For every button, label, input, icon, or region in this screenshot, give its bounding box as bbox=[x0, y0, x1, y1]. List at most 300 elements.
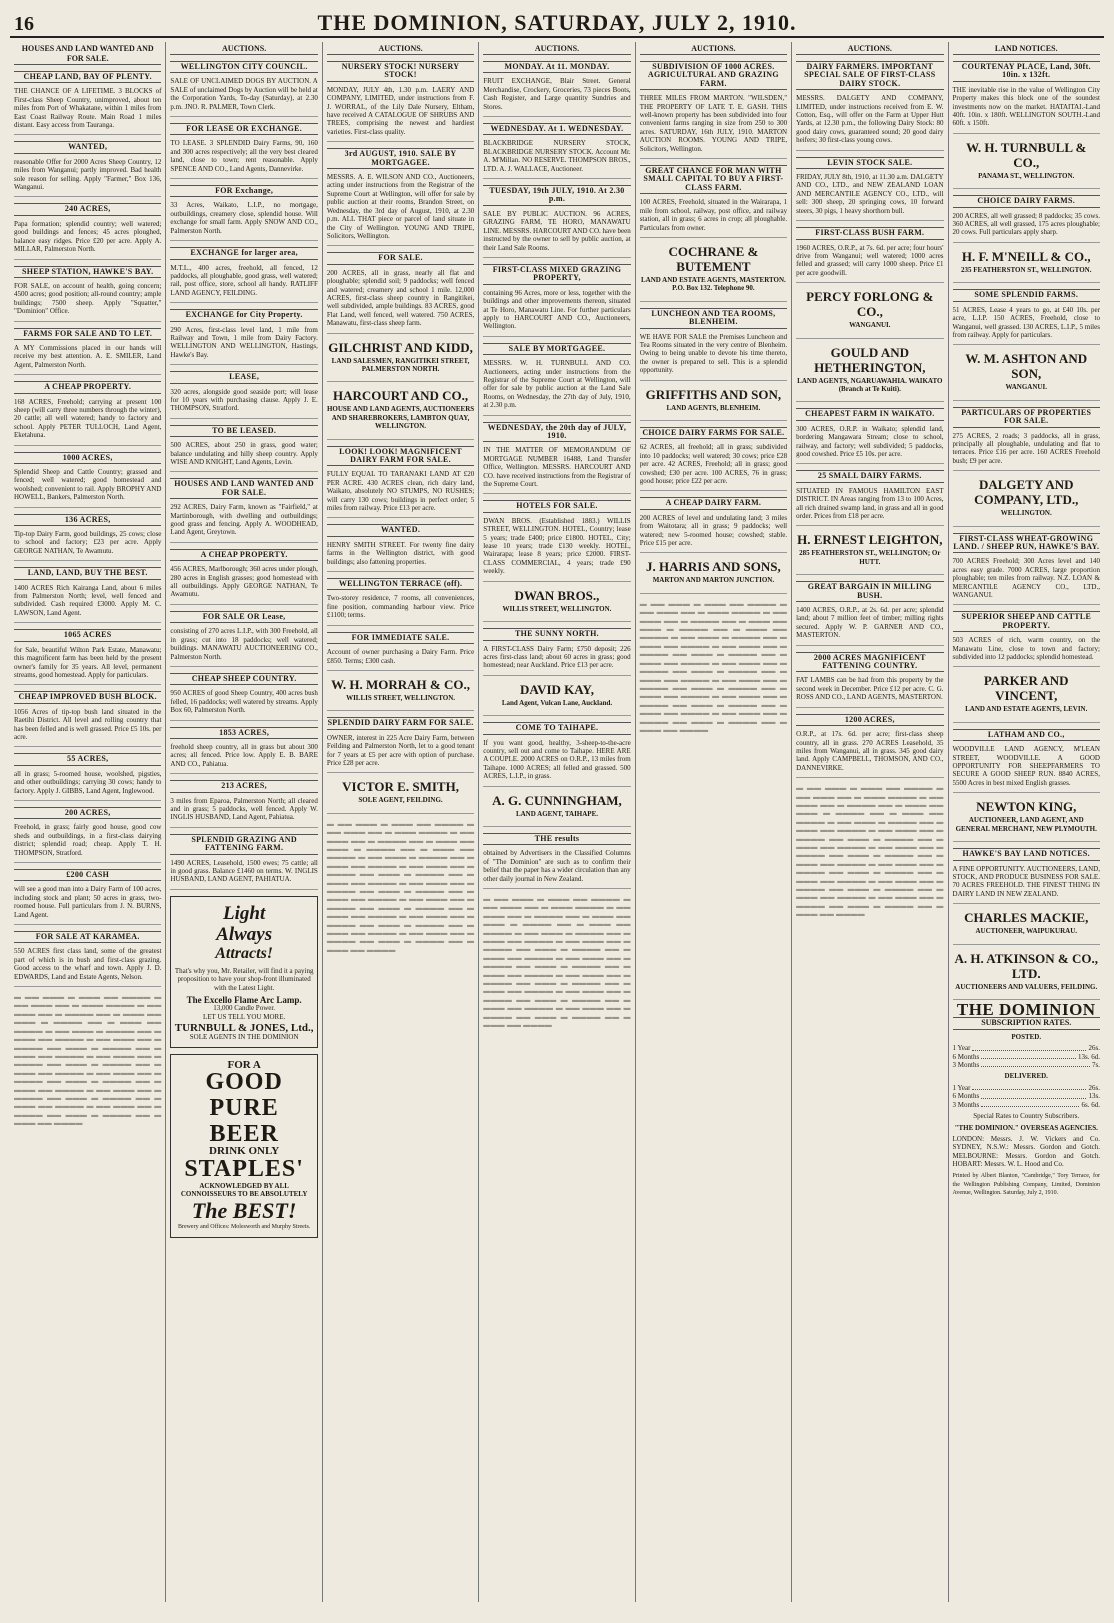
continued-text bbox=[640, 600, 787, 735]
lamp-line2: Always bbox=[216, 923, 273, 945]
firm-address: LAND AGENTS, BLENHEIM. bbox=[666, 403, 761, 412]
firm-advertisement bbox=[953, 249, 1100, 283]
classified-ad bbox=[170, 834, 317, 890]
rate-value: 13s. bbox=[1088, 1092, 1100, 1101]
classified-ad bbox=[170, 425, 317, 473]
ad-list bbox=[640, 61, 787, 594]
ad-heading: CHOICE DAIRY FARMS. bbox=[953, 195, 1100, 207]
ad-heading: FOR IMMEDIATE SALE. bbox=[327, 632, 474, 644]
firm-address: AUCTIONEER, LAND AGENT, AND GENERAL MERCHANT, NEW PLYMOUTH. bbox=[955, 816, 1097, 833]
ad-heading: A CHEAP PROPERTY. bbox=[14, 381, 161, 393]
page-number: 16 bbox=[14, 13, 34, 35]
classified-ad bbox=[796, 61, 943, 151]
ad-heading: LATHAM AND CO., bbox=[953, 729, 1100, 741]
ad-heading: £200 CASH bbox=[14, 869, 161, 881]
ad-text: reasonable Offer for 2000 Acres Sheep Country, 12 miles from Wanganui; partly improved. Bad health sole reason for selling. Apply "Farmer," Box 136, Wanganui. bbox=[14, 157, 162, 192]
ad-text: 275 ACRES, 2 roads; 3 paddocks, all in grass, principally all ploughable, undulating and flat to terraces. Price £16 per acre. 160 ACRES Freehold bush; £9 per acre. bbox=[952, 431, 1100, 465]
classified-ad bbox=[483, 185, 630, 258]
beer-note: ACKNOWLEDGED BY ALL CONNOISSEURS TO BE ABSOLUTELY bbox=[180, 1181, 308, 1199]
ad-text: Tip-top Dairy Farm, good buildings, 25 cows; close to school and factory; £23 per acre. Apply GEORGE NATHAN, Te Awamutu. bbox=[14, 530, 162, 555]
ad-heading: 136 ACRES, bbox=[14, 514, 161, 526]
subscription-title: THE DOMINION bbox=[956, 999, 1096, 1019]
beer-line2: GOOD bbox=[205, 1069, 283, 1096]
column-5 bbox=[636, 42, 792, 1602]
firm-address: HOUSE AND LAND AGENTS, AUCTIONEERS AND SHAREBROKERS, LAMBTON QUAY, WELLINGTON. bbox=[326, 405, 475, 431]
rate-value: 6s. 6d. bbox=[1081, 1100, 1100, 1109]
firm-name: A. H. ATKINSON & CO., LTD. bbox=[954, 950, 1098, 981]
ad-text: TO LEASE. 3 SPLENDID Dairy Farms, 90, 160 and 300 acres respectively; all the very best cleared land, close to town; rent reasonable. Apply SPENCE AND CO., Land Agents, Dannevirke. bbox=[170, 139, 318, 173]
classified-ad bbox=[14, 629, 161, 685]
dot-leader bbox=[981, 1092, 1086, 1098]
ad-text: Papa formation; splendid country; well watered; good buildings and fences; 45 acres ploughed, balance easy ridges. Price £20 per acre. Apply A. MILLAR, Palmerston North. bbox=[14, 219, 162, 254]
firm-address: LAND SALESMEN, RANGITIKEI STREET, PALMERSTON NORTH. bbox=[331, 356, 470, 373]
classified-ad bbox=[796, 227, 943, 283]
ad-text: 33 Acres, Waikato, L.I.P., no mortgage, outbuildings, creamery close, splendid house. Will exchange for small farm. Apply SNOW AND CO., Palmerston North. bbox=[170, 201, 318, 235]
classified-ad bbox=[483, 123, 630, 179]
firm-address: Land Agent, Vulcan Lane, Auckland. bbox=[501, 698, 613, 707]
ad-text: containing 96 Acres, more or less, together with the buildings and other improvements thereon, situated at Te Horo, Manawatu Line. For further particulars apply to HARCOURT AND CO., Auctioneers, Wellington. bbox=[483, 288, 631, 331]
firm-address: WANGANUI. bbox=[1005, 383, 1047, 392]
ad-heading: FARMS FOR SALE AND TO LET. bbox=[14, 328, 161, 340]
printer-imprint: Printed by Albert Blanton, "Cambridge," Tory Terrace, for the Wellington Publishing Company, Limited, Dominion Avenue, Wellington. Saturday, July 2, 1910. bbox=[952, 1173, 1100, 1197]
classified-ad bbox=[14, 328, 161, 376]
firm-advertisement bbox=[953, 910, 1100, 944]
ad-text: FRIDAY, JULY 8th, 1910, at 11.30 a.m. DALGETY AND CO., LTD., and NEW ZEALAND LOAN AND MERCANTILE AGENCY CO., LTD., will sell: 300 sheep, 20 springing cows, 10 forward steers, 30 pigs, 1 heavy shorthorn bull. bbox=[796, 173, 944, 215]
firm-advertisement bbox=[483, 793, 630, 827]
ad-heading: A CHEAP DAIRY FARM. bbox=[640, 497, 787, 509]
ad-heading: SOME SPLENDID FARMS. bbox=[953, 289, 1100, 301]
ad-heading: SPLENDID GRAZING AND FATTENING FARM. bbox=[170, 834, 317, 855]
firm-advertisement bbox=[327, 677, 474, 711]
beer-line1: FOR A bbox=[227, 1059, 261, 1072]
firm-advertisement bbox=[640, 559, 787, 593]
classified-ad bbox=[327, 446, 474, 519]
ad-heading: GREAT BARGAIN IN MILLING BUSH. bbox=[796, 581, 943, 602]
classified-ad bbox=[953, 407, 1100, 471]
ad-text: 290 Acres, first-class level land, 1 mile from Railway and Town, 1 mile from Dairy Factory. WELLINGTON AND WELLINGTON, Hastings, Hawke's Bay. bbox=[170, 325, 318, 359]
ad-text: MESSRS. DALGETY AND COMPANY, LIMITED, under instructions received from E. W. Cotton, Esq., will offer on the Farm at Upper Hutt Yards, at 12.30 p.m., the following Dairy Stock: 80 good dairy cows, guaranteed sound; 20 good dairy heifers; 30 first-class young cows. bbox=[796, 94, 944, 145]
classified-ad bbox=[327, 252, 474, 333]
rate-value: 26s. bbox=[1088, 1044, 1100, 1053]
ad-text: FAT LAMBS can be had from this property by the second week in December. Price £12 per acre. C. G. ROSS AND CO., LAND AGENTS, MASTERTON. bbox=[796, 676, 944, 702]
classified-ad bbox=[327, 717, 474, 773]
classified-ad bbox=[953, 195, 1100, 243]
ad-heading: LAND, LAND, BUY THE BEST. bbox=[14, 567, 161, 579]
ad-heading: CHOICE DAIRY FARMS FOR SALE. bbox=[640, 427, 787, 439]
classified-ad bbox=[327, 632, 474, 671]
classified-ad bbox=[170, 61, 317, 117]
classified-ad bbox=[170, 371, 317, 419]
classified-ad bbox=[483, 628, 630, 676]
classified-ad bbox=[796, 714, 943, 778]
classified-ad bbox=[14, 203, 161, 259]
ad-text: WE HAVE FOR SALE the Premises Luncheon and Tea Rooms situated in the very centre of Blenheim. Owing to being unable to devote his time thereto, the owner is prepared to sell. This is a splendid opportunity. bbox=[639, 332, 788, 375]
classified-ad bbox=[483, 722, 630, 786]
ad-heading: COME TO TAIHAPE. bbox=[483, 722, 630, 734]
firm-address: 235 FEATHERSTON ST., WELLINGTON. bbox=[961, 265, 1092, 274]
classified-ad bbox=[953, 729, 1100, 793]
firm-name: CHARLES MACKIE, bbox=[964, 910, 1089, 926]
ad-text: 200 ACRES, all well grassed; 8 paddocks; 35 cows. 360 ACRES, all well grassed, 175 acres ploughable; 20 cows. Full particulars apply sharp. bbox=[952, 211, 1100, 237]
rate-term: 6 Months bbox=[952, 1092, 980, 1101]
rate-value: 13s. 6d. bbox=[1077, 1052, 1100, 1061]
firm-name: GRIFFITHS AND SON, bbox=[645, 386, 782, 402]
ad-text: WOODVILLE LAND AGENCY, M'LEAN STREET, WOODVILLE. A GOOD OPPORTUNITY FOR SHEEPFARMERS TO SECURE A GOOD SHEEP RUN. 8840 ACRES, 5500 Acres in best mixed English grasses. bbox=[952, 745, 1100, 787]
rate-row bbox=[953, 1084, 1100, 1092]
classified-ad bbox=[483, 343, 630, 416]
classified-ad bbox=[170, 309, 317, 365]
classified-ad bbox=[14, 514, 161, 562]
classified-ad bbox=[170, 185, 317, 241]
ad-heading: HAWKE'S BAY LAND NOTICES. bbox=[953, 848, 1100, 860]
classified-ad bbox=[170, 673, 317, 721]
ad-heading: FOR SALE OR Lease, bbox=[170, 611, 317, 623]
ad-heading: 3rd AUGUST, 1910. SALE BY MORTGAGEE. bbox=[327, 148, 474, 169]
firm-name: H. ERNEST LEIGHTON, bbox=[797, 532, 943, 548]
ad-text: MONDAY, JULY 4th, 1.30 p.m. LAERY AND COMPANY, LIMITED, under instructions from F. J. WORRAL, of the Lily Dale Nursery, Eltham, have received A CATALOGUE OF SHRUBS AND TREES, comprising the newest and hardiest varieties. First-class quality. bbox=[326, 85, 475, 136]
beer-line4: DRINK ONLY bbox=[209, 1145, 280, 1158]
overseas-heading: "THE DOMINION." OVERSEAS AGENCIES. bbox=[954, 1124, 1098, 1133]
beer-brand: STAPLES' bbox=[184, 1155, 304, 1182]
ad-heading: 1200 ACRES, bbox=[796, 714, 943, 726]
ad-heading: THE results bbox=[483, 833, 630, 845]
ad-text: SITUATED IN FAMOUS HAMILTON EAST DISTRICT. IN Areas ranging from 13 to 100 Acres, all rich drained swamp land, in grass and all in good order. Prices from £18 per acre. bbox=[796, 486, 944, 520]
classified-ad bbox=[14, 807, 161, 863]
lamp-tagline: LET US TELL YOU MORE. bbox=[203, 1012, 286, 1021]
column-4 bbox=[479, 42, 635, 1602]
ad-heading: CHEAP SHEEP COUNTRY. bbox=[170, 673, 317, 685]
ad-heading: 240 ACRES, bbox=[14, 203, 161, 215]
classified-ad bbox=[796, 470, 943, 526]
ad-heading: FIRST-CLASS BUSH FARM. bbox=[796, 227, 943, 239]
firm-advertisement bbox=[327, 779, 474, 813]
rate-row bbox=[953, 1092, 1100, 1100]
classified-ad bbox=[640, 427, 787, 491]
ad-heading: FIRST-CLASS WHEAT-GROWING LAND. / SHEEP RUN, HAWKE'S BAY. bbox=[953, 533, 1100, 554]
ad-text: all in grass; 5-roomed house, woolshed, pigsties, and other outbuildings; carrying 30 cows; handy to factory. Apply J. GIBBS, Land Agent, Inglewood. bbox=[14, 769, 162, 795]
ad-text: FRUIT EXCHANGE, Blair Street. General Merchandise, Crockery, Groceries, 73 pieces Boots, Cash Register, and Large quantity Sundries and Stores. bbox=[483, 77, 631, 111]
ad-text: THE inevitable rise in the value of Wellington City Property makes this block one of the soundest investments now on the market. HATAITAI.-Land 40ft. 10in. x 180ft. WELLINGTON SOUTH.-Land 60ft. x 150ft. bbox=[952, 85, 1100, 128]
ad-text: Splendid Sheep and Cattle Country; grassed and fenced; well watered; good homestead and woolshed; convenient to rail. Apply BROPHY AND HOWELL, Bankers, Palmerston North. bbox=[14, 468, 162, 502]
column-3 bbox=[323, 42, 479, 1602]
ad-text: A FINE OPPORTUNITY. AUCTIONEERS, LAND, STOCK, AND PRODUCE BUSINESS FOR SALE. 70 ACRES FREEHOLD. THE FINEST THING IN DAIRY LAND IN NEW ZEALAND. bbox=[952, 864, 1100, 898]
ad-text: THE CHANCE OF A LIFETIME. 3 BLOCKS of First-class Sheep Country, unimproved, about ten miles from Port of Whakatane, within 1 miles from East Coast Railway Route. Main Road 1 miles distant. Easy access from Tauranga. bbox=[14, 87, 162, 130]
beer-advertisement bbox=[170, 1054, 317, 1238]
firm-advertisement bbox=[483, 682, 630, 716]
firm-name: W. H. TURNBULL & CO., bbox=[966, 139, 1087, 170]
ad-text: M.T.L., 400 acres, freehold, all fenced, 12 paddocks, all ploughable, good grass, well watered; rail, post office, store, school all handy. RATLIFF LAND AGENCY, FEILDING. bbox=[170, 263, 318, 297]
classified-ad bbox=[796, 581, 943, 645]
ad-text: A MY Commissions placed in our hands will receive my best attention. A. E. SMILER, Land Agent, Palmerston North. bbox=[14, 343, 162, 369]
classified-ad bbox=[953, 289, 1100, 345]
classified-ad bbox=[14, 567, 161, 623]
firm-address: WILLIS STREET, WELLINGTON. bbox=[346, 693, 456, 702]
column-header: AUCTIONS. bbox=[640, 44, 787, 55]
lamp-line3: Attracts! bbox=[215, 944, 274, 962]
ad-heading: WEDNESDAY. At 1. WEDNESDAY. bbox=[483, 123, 630, 135]
ad-heading: WANTED, bbox=[14, 141, 161, 153]
firm-name: PARKER AND VINCENT, bbox=[983, 673, 1069, 704]
firm-name: NEWTON KING, bbox=[976, 799, 1077, 815]
ad-heading: A CHEAP PROPERTY. bbox=[170, 549, 317, 561]
ad-heading: MONDAY. At 11. MONDAY. bbox=[483, 61, 630, 73]
ad-heading: WELLINGTON CITY COUNCIL. bbox=[170, 61, 317, 73]
classified-ad bbox=[14, 266, 161, 322]
firm-name: H. F. M'NEILL & CO., bbox=[961, 248, 1091, 264]
firm-address: 285 FEATHERSTON ST., WELLINGTON; Or HUTT. bbox=[799, 549, 941, 566]
classified-ad bbox=[796, 652, 943, 708]
ad-text: 700 ACRES Freehold; 300 Acres level and 140 acres easy grade. 7000 ACRES, large proportion ploughable; ten miles from railway. N.Z. LOAN & MERCANTILE AGENCY CO., LTD., WANGANUI. bbox=[952, 557, 1100, 599]
rate-row bbox=[953, 1053, 1100, 1061]
lamp-company: TURNBULL & JONES, Ltd., bbox=[174, 1022, 314, 1035]
classified-ad bbox=[327, 524, 474, 572]
classified-ad bbox=[640, 308, 787, 381]
firm-advertisement bbox=[640, 244, 787, 302]
ad-heading: FOR SALE. bbox=[327, 252, 474, 264]
classified-ad bbox=[483, 500, 630, 581]
classified-ad bbox=[14, 931, 161, 987]
ad-text: 550 ACRES first class land, some of the greatest part of which is in bush and first-class grazing. Good access to the wharf and town. Apply J. D. EDWARDS, Land and Estate Agents, Nelson. bbox=[14, 947, 162, 981]
firm-advertisement bbox=[953, 799, 1100, 842]
continued-text bbox=[14, 993, 161, 1128]
firm-address: WANGANUI. bbox=[849, 321, 891, 330]
classified-ad bbox=[170, 123, 317, 179]
rate-row bbox=[953, 1101, 1100, 1109]
ad-text: MESSRS. A. E. WILSON AND CO., Auctioneers, acting under instructions from the Registrar of the Supreme Court at Wellington, will offer for sale by public auction at their rooms, Brandon Street, on Wednesday, the 3rd day of August, 1910, at 2.30 p.m. ALL THAT piece or parcel of land situate in the City of Wellington. YOUNG AND TRIPE, Solicitors, Wellington. bbox=[326, 173, 475, 240]
ad-heading: HOTELS FOR SALE. bbox=[483, 500, 630, 512]
ad-text: 1490 ACRES, Leasehold, 1500 ewes; 75 cattle; all in good grass. Balance £1460 on terms. W. INGLIS HUSBAND, LAND AGENT, PAHIATUA. bbox=[170, 858, 318, 884]
ad-heading: SALE BY MORTGAGEE. bbox=[483, 343, 630, 355]
ad-text: 62 ACRES, all freehold; all in grass; subdivided into 10 paddocks; well watered; 30 cows; price £28 per acre. 42 ACRES, Freehold; all in grass; good cowshed; £30 per acre. 100 ACRES, 76 in grass; good house; price £22 per acre. bbox=[639, 443, 788, 485]
ad-list bbox=[170, 61, 317, 890]
firm-address: PANAMA ST., WELLINGTON. bbox=[978, 171, 1075, 180]
dot-leader bbox=[981, 1053, 1076, 1059]
lamp-product: The Excello Flame Arc Lamp. bbox=[186, 995, 302, 1006]
ad-heading: FOR SALE AT KARAMEA. bbox=[14, 931, 161, 943]
ad-heading: LEVIN STOCK SALE. bbox=[796, 157, 943, 169]
posted-rates bbox=[953, 1044, 1100, 1069]
classified-ad bbox=[483, 61, 630, 117]
ad-text: 1400 ACRES Rich Kairanga Land, about 6 miles from Palmerston North; level, well fenced and subdivided. Cash required £3000. Apply M. C. LAWSON, Land Agent. bbox=[14, 583, 162, 617]
ad-text: 100 ACRES, Freehold, situated in the Wairarapa, 1 mile from school, railway, post office, and railway station, all in grass; 6 acres in crop; all ploughable. Particulars from owner. bbox=[639, 198, 788, 232]
firm-name: A. G. CUNNINGHAM, bbox=[492, 792, 622, 808]
classified-ad bbox=[14, 141, 161, 197]
ad-text: 503 ACRES of rich, warm country, on the Manawatu Line, close to town and factory; subdivided into 12 paddocks; splendid homestead. bbox=[952, 636, 1100, 662]
ad-heading: COURTENAY PLACE, Land, 30ft. 10in. x 132ft. bbox=[953, 61, 1100, 82]
firm-name: DALGETY AND COMPANY, LTD., bbox=[974, 477, 1079, 508]
rate-term: 3 Months bbox=[952, 1060, 980, 1069]
ad-text: IN THE MATTER OF MEMORANDUM OF MORTGAGE NUMBER 16488, Land Transfer Office, Wellington. MESSRS. HARCOURT AND CO. have received instructions from the Registrar of the Supreme Court. bbox=[483, 446, 631, 489]
ad-text: for Sale, beautiful Wilton Park Estate, Manawatu; this magnificent farm has been held by the present owner's family for 35 years. All level, permanent streams, good homestead. Apply for particulars. bbox=[14, 645, 162, 679]
lamp-candle: 13,000 Candle Power. bbox=[213, 1004, 276, 1013]
firm-name: PERCY FORLONG & CO., bbox=[806, 289, 934, 320]
lamp-line1: Light bbox=[223, 902, 266, 924]
ad-heading: WEDNESDAY, the 20th day of JULY, 1910. bbox=[483, 422, 630, 443]
subscription-box bbox=[952, 999, 1100, 1198]
firm-advertisement bbox=[953, 140, 1100, 189]
ad-heading: EXCHANGE for larger area, bbox=[170, 247, 317, 259]
ad-text: O.R.P., at 17s. 6d. per acre; first-class sheep country, all in grass. 270 ACRES Leasehold, 35 miles from Wanganui, all in grass. 345 good dairy land. Apply CAMPBELL, THOMSON, AND CO., DANNEVIRKE. bbox=[796, 730, 944, 772]
ad-text: DWAN BROS. (Established 1883.) WILLIS STREET, WELLINGTON. HOTEL, Country; lease 5 years; trade £400; price £1800. HOTEL, City; lease 10 years; trade £130 weekly. HOTEL, Wairarapa; lease 8 years; price £2000. FIRST-CLASS COMMERCIAL, 4 years; trade £90 weekly. bbox=[483, 516, 631, 576]
ad-heading: 213 ACRES, bbox=[170, 780, 317, 792]
continued-text bbox=[327, 820, 474, 955]
classified-ad bbox=[953, 61, 1100, 134]
firm-address: AUCTIONEER, WAIPUKURAU. bbox=[975, 927, 1078, 936]
ad-list bbox=[796, 61, 943, 778]
rate-term: 1 Year bbox=[952, 1044, 971, 1053]
classified-ad bbox=[483, 422, 630, 495]
ad-text: 1056 Acres of tip-top bush land situated in the Raetihi District. All level and rolling country that has been felled and is well grassed. Price £5 10s. per acre. bbox=[14, 707, 162, 741]
ad-heading: SUPERIOR SHEEP AND CATTLE PROPERTY. bbox=[953, 611, 1100, 632]
firm-address: SOLE AGENT, FEILDING. bbox=[358, 796, 443, 805]
classified-ad bbox=[14, 71, 161, 135]
continued-text bbox=[796, 784, 943, 919]
classified-ad bbox=[170, 780, 317, 828]
ad-heading: THE SUNNY NORTH. bbox=[483, 628, 630, 640]
ad-text: Freehold, in grass; fairly good house, good cow sheds and outbuildings, in a first-class dairying district; splendid road; cheap. Apply T. H. THOMPSON, Stratford. bbox=[14, 823, 162, 857]
ad-heading: LEASE, bbox=[170, 371, 317, 383]
ad-heading: NURSERY STOCK! NURSERY STOCK! bbox=[327, 61, 474, 82]
rate-value: 7s. bbox=[1091, 1060, 1100, 1069]
ad-text: Two-storey residence, 7 rooms, all conveniences, fine position, commanding harbour view. Price £1100; terms. bbox=[326, 594, 475, 620]
ad-heading: FOR LEASE OR EXCHANGE. bbox=[170, 123, 317, 135]
ad-heading: EXCHANGE for City Property. bbox=[170, 309, 317, 321]
column-1 bbox=[10, 42, 166, 1602]
newspaper-page bbox=[10, 10, 1104, 1603]
dot-leader bbox=[972, 1084, 1086, 1090]
ad-heading: SUBDIVISION OF 1000 ACRES. AGRICULTURAL AND GRAZING FARM. bbox=[640, 61, 787, 90]
lamp-company-sub: SOLE AGENTS IN THE DOMINION bbox=[189, 1032, 299, 1041]
ad-text: MESSRS. W. H. TURNBULL AND CO. Auctioneers, acting under instructions from the Registrar of the Supreme Court at Wellington, will offer for sale by public auction at the Land Sale Rooms, on Wednesday, the 27th day of July, 1910, at 2.30 p.m. bbox=[483, 359, 631, 410]
firm-advertisement bbox=[640, 387, 787, 421]
ad-list bbox=[483, 61, 630, 889]
rate-row bbox=[953, 1061, 1100, 1069]
rate-term: 1 Year bbox=[952, 1083, 971, 1092]
firm-name: GILCHRIST AND KIDD, bbox=[328, 339, 473, 355]
classified-ad bbox=[640, 497, 787, 553]
ad-heading: 55 ACRES, bbox=[14, 753, 161, 765]
ad-text: 456 ACRES, Marlborough; 360 acres under plough, 280 acres in English grasses; good homestead with all outbuildings. Apply GEORGE NATHAN, Te Awamutu. bbox=[170, 565, 318, 599]
ad-heading: WELLINGTON TERRACE (off). bbox=[327, 578, 474, 590]
delivered-heading: DELIVERED. bbox=[1004, 1072, 1048, 1081]
posted-heading: POSTED. bbox=[1011, 1032, 1042, 1041]
ad-heading: SPLENDID DAIRY FARM FOR SALE. bbox=[327, 717, 474, 729]
ad-heading: CHEAP LAND, BAY OF PLENTY. bbox=[14, 71, 161, 83]
ad-heading: PARTICULARS OF PROPERTIES FOR SALE. bbox=[953, 407, 1100, 428]
ad-list bbox=[953, 61, 1100, 1000]
overseas-agencies: LONDON: Messrs. J. W. Vickers and Co. SYDNEY, N.S.W.: Messrs. Gordon and Gotch. MELBOURNE: Messrs. Gordon and Gotch. HOBART: Messrs. W. L. Hood and Co. bbox=[952, 1134, 1100, 1169]
beer-footer: Brewery and Offices: Molesworth and Murphy Streets. bbox=[177, 1223, 311, 1230]
ad-text: obtained by Advertisers in the Classified Columns of "The Dominion" are such as to confirm their belief that the paper has a wider circulation than any other daily journal in New Zealand. bbox=[483, 849, 631, 883]
ad-text: 300 ACRES, O.R.P. in Waikato; splendid land, bordering Mangawara Stream; close to school, railway, and factory; well subdivided; 5 paddocks, good cowshed. Price £5 10s. per acre. bbox=[796, 424, 944, 458]
ad-heading: 1853 ACRES, bbox=[170, 727, 317, 739]
ad-text: 200 ACRES, all in grass, nearly all flat and ploughable; splendid soil; 9 paddocks; well fenced and watered; creamery and school 1 mile. 12,000 ACRES, first-class sheep country in Rangitikei, well subdivided, ample buildings. 83 ACRES, good Flat Land, well fenced, well watered. 750 ACRES, Manawatu, first-class sheep farm. bbox=[326, 268, 475, 328]
ad-text: consisting of 270 acres L.I.P., with 300 Freehold, all in grass; cut into 18 paddocks; well watered; buildings. MANAWATU AUCTIONEERING CO., Palmerston North. bbox=[170, 627, 318, 661]
rate-term: 3 Months bbox=[952, 1100, 980, 1109]
lamp-advertisement bbox=[170, 896, 317, 1048]
ad-text: SALE BY PUBLIC AUCTION. 96 ACRES, GRAZING FARM, TE HORO, MANAWATU LINE. MESSRS. HARCOURT AND CO. have been instructed by the owner to sell by public auction, at their Land Sale Rooms. bbox=[483, 209, 631, 252]
ad-heading: TO BE LEASED. bbox=[170, 425, 317, 437]
beer-line3: PURE BEER bbox=[209, 1095, 279, 1148]
ad-heading: GREAT CHANCE FOR MAN WITH SMALL CAPITAL TO BUY A FIRST-CLASS FARM. bbox=[640, 165, 787, 194]
ad-text: 1400 ACRES, O.R.P., at 2s. 6d. per acre; splendid land; about 7 million feet of timber; milling rights secured. Apply W. P. GARNER AND CO., MASTERTON. bbox=[796, 606, 944, 640]
classified-ad bbox=[483, 833, 630, 889]
classified-ad bbox=[170, 478, 317, 542]
classified-ad bbox=[170, 727, 317, 775]
column-header: AUCTIONS. bbox=[796, 44, 943, 55]
rate-term: 6 Months bbox=[952, 1052, 980, 1061]
ad-text: 1960 ACRES, O.R.P., at 7s. 6d. per acre; four hours' drive from Wanganui; well watered; 1000 acres felled and grassed; will carry 1000 sheep. Price £1 per acre goodwill. bbox=[796, 243, 944, 277]
classified-ad bbox=[14, 869, 161, 925]
ad-text: FULLY EQUAL TO TARANAKI LAND AT £20 PER ACRE. 430 ACRES clean, rich dairy land, Waikato, absolutely NO STUMPS, NO RUSHES; will carry 130 cows; buildings in perfect order; 5 miles from railway. Price £13 per acre. bbox=[326, 470, 475, 513]
firm-address: LAND AGENTS, NGARUAWAHIA. WAIKATO (Branch at Te Kuiti). bbox=[797, 376, 943, 393]
rate-row bbox=[953, 1044, 1100, 1052]
ad-heading: DAIRY FARMERS. IMPORTANT SPECIAL SALE OF FIRST-CLASS DAIRY STOCK. bbox=[796, 61, 943, 90]
firm-name: GOULD AND HETHERINGTON, bbox=[814, 344, 926, 375]
classified-ad bbox=[327, 61, 474, 142]
firm-name: HARCOURT AND CO., bbox=[333, 388, 469, 404]
firm-name: COCHRANE & BUTEMENT bbox=[668, 243, 759, 274]
column-header: AUCTIONS. bbox=[327, 44, 474, 55]
firm-address: WELLINGTON. bbox=[1000, 509, 1052, 518]
ad-heading: CHEAPEST FARM IN WAIKATO. bbox=[796, 408, 943, 420]
classified-ad bbox=[170, 549, 317, 605]
ad-heading: 2000 ACRES MAGNIFICENT FATTENING COUNTRY. bbox=[796, 652, 943, 673]
firm-advertisement bbox=[796, 289, 943, 338]
firm-advertisement bbox=[483, 588, 630, 622]
dot-leader bbox=[981, 1061, 1090, 1067]
dot-leader bbox=[972, 1044, 1086, 1050]
beer-slogan: The BEST! bbox=[191, 1197, 297, 1223]
classified-ad bbox=[640, 165, 787, 238]
firm-advertisement bbox=[953, 477, 1100, 526]
ad-text: 292 ACRES, Dairy Farm, known as "Fairfield," at Martinborough, with dwelling and outbuildings; good grass and fencing. Apply A. WOODHEAD, Land Agent, Greytown. bbox=[170, 503, 318, 537]
ad-heading: FIRST-CLASS MIXED GRAZING PROPERTY, bbox=[483, 264, 630, 285]
ad-heading: 25 SMALL DAIRY FARMS. bbox=[796, 470, 943, 482]
ad-text: 950 ACRES of good Sheep Country, 400 acres bush felled, 16 paddocks; well watered by streams. Apply Box 60, Palmerston North. bbox=[170, 689, 318, 715]
classified-ad bbox=[327, 148, 474, 246]
firm-address: LAND AGENT, TAIHAPE. bbox=[515, 809, 599, 818]
classified-ad bbox=[14, 452, 161, 508]
ad-text: OWNER, interest in 225 Acre Dairy Farm, between Feilding and Palmerston North, let to a good tenant for 7 years at £5 per acre with option of purchase. Price £28 per acre. bbox=[326, 733, 475, 767]
firm-advertisement bbox=[953, 951, 1100, 1000]
classified-ad bbox=[953, 533, 1100, 606]
subscription-note: Special Rates to Country Subscribers. bbox=[973, 1112, 1080, 1120]
ad-heading: 1000 ACRES, bbox=[14, 452, 161, 464]
firm-advertisement bbox=[327, 340, 474, 383]
firm-advertisement bbox=[796, 532, 943, 575]
column-header: LAND NOTICES. bbox=[953, 44, 1100, 55]
firm-advertisement bbox=[953, 673, 1100, 722]
column-2 bbox=[166, 42, 322, 1602]
ad-text: will see a good man into a Dairy Farm of 100 acres, including stock and plant; 50 acres in grass, two-roomed house. Full particulars from J. N. BURNS, Land Agent. bbox=[14, 885, 162, 919]
classified-ad bbox=[953, 611, 1100, 667]
ad-heading: CHEAP IMPROVED BUSH BLOCK. bbox=[14, 691, 161, 703]
ad-text: 200 ACRES of level and undulating land; 3 miles from Waitotara; all in grass; 9 paddocks; well watered; new 5-roomed house; cowshed; stable. Price £15 per acre. bbox=[639, 513, 788, 548]
classified-ad bbox=[640, 61, 787, 159]
classified-ad bbox=[796, 157, 943, 221]
columns bbox=[10, 42, 1104, 1602]
classified-ad bbox=[14, 691, 161, 747]
ad-text: Account of owner purchasing a Dairy Farm. Price £850. Terms; £300 cash. bbox=[326, 648, 475, 665]
dot-leader bbox=[981, 1101, 1079, 1107]
classified-ad bbox=[170, 611, 317, 667]
firm-advertisement bbox=[327, 388, 474, 439]
firm-address: AUCTIONEERS AND VALUERS, FEILDING. bbox=[955, 982, 1098, 991]
classified-ad bbox=[327, 578, 474, 626]
ad-text: 320 acres, alongside good seaside port; will lease for 10 years with purchasing clause. Apply J. E. THOMPSON, Stratford. bbox=[170, 387, 318, 413]
column-header: HOUSES AND LAND WANTED AND FOR SALE. bbox=[14, 44, 161, 65]
